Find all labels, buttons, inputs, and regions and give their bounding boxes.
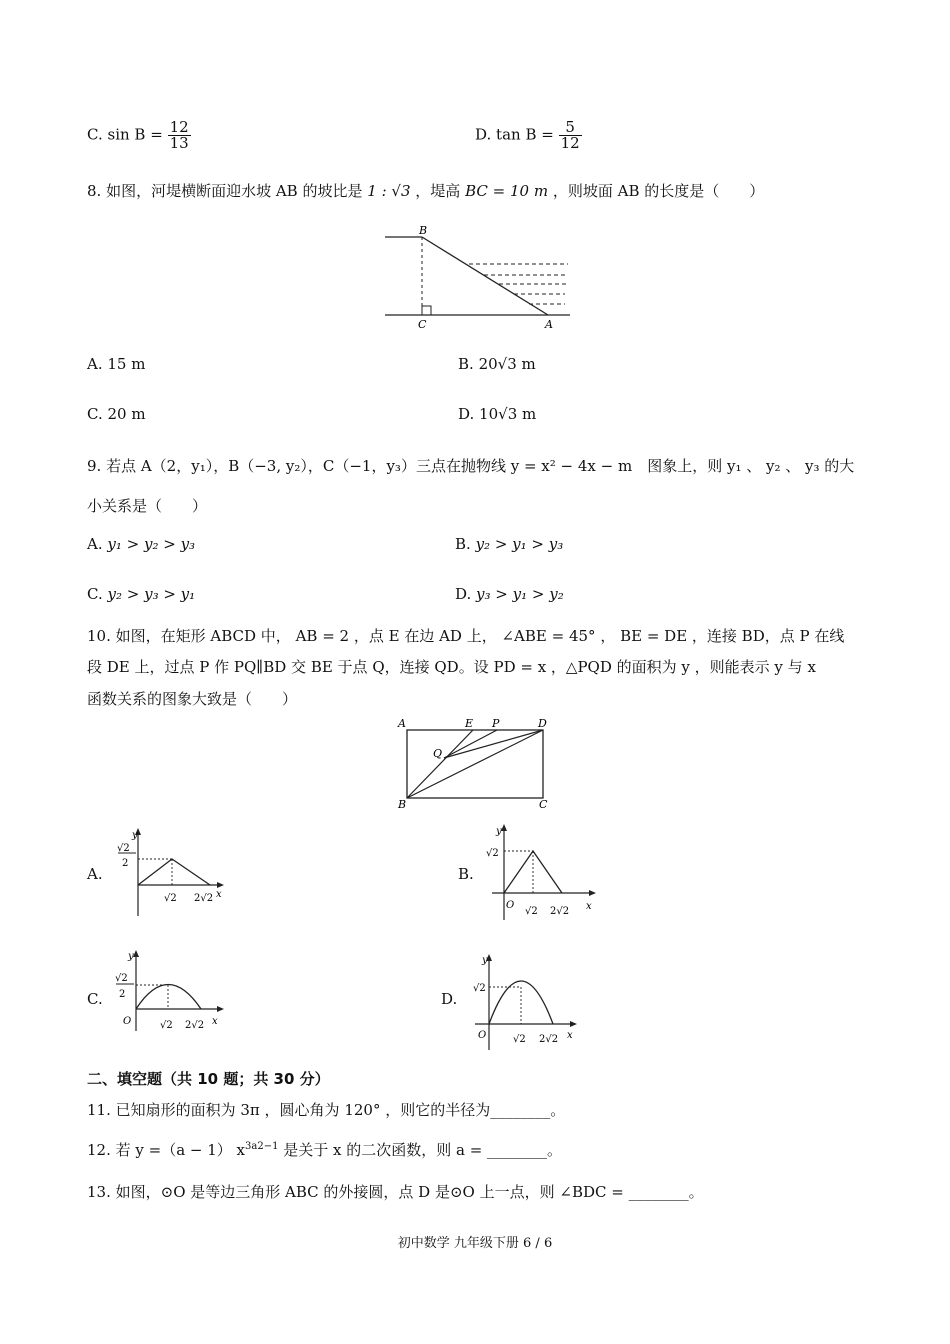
q9-option-c: C. y₂ > y₃ > y₁ bbox=[87, 585, 196, 603]
q9-stem-line1: 9. 若点 A（2，y₁），B（−3, y₂），C（−1，y₃）三点在抛物线 y = x² − 4x − m 图象上，则 y₁ 、 y₂ 、 y₃ 的大 bbox=[87, 457, 855, 475]
svg-text:x: x bbox=[586, 901, 592, 912]
q8-option-a: A. 15 m bbox=[87, 355, 146, 373]
q10-option-b-label: B. bbox=[458, 865, 474, 883]
svg-text:√2: √2 bbox=[486, 848, 499, 859]
svg-text:2: 2 bbox=[122, 858, 129, 869]
q9-stem-line2: 小关系是（ ） bbox=[87, 497, 208, 515]
q11-text: 11. 已知扇形的面积为 3π ，圆心角为 120° ，则它的半径为________。 bbox=[87, 1101, 566, 1119]
section-2-title: 二、填空题（共 10 题；共 30 分） bbox=[87, 1070, 330, 1088]
q8-label-c: C bbox=[418, 318, 427, 331]
q8-option-d: D. 10√3 m bbox=[458, 405, 537, 423]
svg-text:x: x bbox=[567, 1030, 573, 1041]
q12-text: 12. 若 y =（a − 1） $x^{3a2-1}$ 是关于 x 的二次函数，则 a = ________。 bbox=[87, 1141, 563, 1159]
q7-option-d: D. tan B = $\frac{5}{12}$ bbox=[475, 118, 580, 152]
page-footer: 初中数学 九年级下册 6 / 6 bbox=[397, 1236, 553, 1251]
q10-label-d: D bbox=[538, 717, 547, 730]
svg-text:√2: √2 bbox=[525, 906, 538, 917]
q10-label-c: C bbox=[539, 798, 548, 810]
q10-option-b-graph bbox=[480, 820, 605, 925]
svg-text:√2: √2 bbox=[473, 983, 486, 994]
q10-stem-line3: 函数关系的图象大致是（ ） bbox=[87, 690, 298, 708]
svg-text:O: O bbox=[506, 900, 515, 911]
q10-option-d-graph bbox=[465, 950, 585, 1055]
svg-text:x: x bbox=[216, 889, 222, 900]
q10-option-c-label: C. bbox=[87, 990, 103, 1008]
svg-text:√2: √2 bbox=[160, 1020, 173, 1031]
q10-option-d-label: D. bbox=[441, 990, 458, 1008]
svg-text:2: 2 bbox=[119, 989, 126, 1000]
svg-text:2√2: 2√2 bbox=[185, 1020, 205, 1031]
q13-text: 13. 如图，⊙O 是等边三角形 ABC 的外接圆，点 D 是⊙O 上一点，则 ∠BDC = ________。 bbox=[87, 1183, 704, 1201]
svg-text:√2: √2 bbox=[513, 1034, 526, 1045]
q8-dam-figure bbox=[380, 220, 580, 335]
svg-text:√2: √2 bbox=[117, 843, 130, 854]
q9-option-a: A. y₁ > y₂ > y₃ bbox=[87, 535, 196, 553]
svg-text:O: O bbox=[478, 1030, 487, 1041]
q7-option-c: C. sin B = $\frac{12}{13}$ bbox=[87, 118, 189, 152]
q10-label-e: E bbox=[465, 717, 474, 730]
q9-option-d: D. y₃ > y₁ > y₂ bbox=[455, 585, 564, 603]
q8-label-a: A bbox=[545, 318, 553, 331]
svg-text:2√2: 2√2 bbox=[550, 906, 570, 917]
svg-text:x: x bbox=[212, 1016, 218, 1027]
q10-label-q: Q bbox=[433, 747, 443, 760]
q10-label-b: B bbox=[398, 798, 407, 810]
q10-label-a: A bbox=[398, 717, 406, 730]
q10-stem-line1: 10. 如图，在矩形 ABCD 中， AB = 2 ，点 E 在边 AD 上， ∠ABE = 45° ， BE = DE ，连接 BD，点 P 在线 bbox=[87, 627, 845, 645]
svg-text:y: y bbox=[482, 955, 488, 966]
svg-text:√2: √2 bbox=[164, 893, 177, 904]
svg-text:y: y bbox=[132, 830, 138, 841]
q10-option-a-label: A. bbox=[87, 865, 103, 883]
svg-text:2√2: 2√2 bbox=[194, 893, 214, 904]
q8-stem: 8. 如图，河堤横断面迎水坡 AB 的坡比是 1 : √3 ，堤高 BC = 10 m ，则坡面 AB 的长度是（ ） bbox=[87, 182, 765, 200]
q10-stem-line2: 段 DE 上，过点 P 作 PQ∥BD 交 BE 于点 Q，连接 QD。设 PD = x ，△PQD 的面积为 y ，则能表示 y 与 x bbox=[87, 658, 816, 676]
svg-text:√2: √2 bbox=[115, 973, 128, 984]
svg-text:O: O bbox=[123, 1016, 132, 1027]
q10-option-c-graph bbox=[108, 946, 233, 1036]
svg-text:y: y bbox=[128, 951, 134, 962]
svg-text:y: y bbox=[496, 826, 502, 837]
q7-c-fraction: $\frac{12}{13}$ bbox=[169, 118, 189, 152]
q8-option-b: B. 20√3 m bbox=[458, 355, 536, 373]
q10-label-p: P bbox=[492, 717, 500, 730]
q10-rectangle-figure bbox=[395, 713, 560, 810]
q10-option-a-graph bbox=[108, 826, 233, 921]
q8-label-b: B bbox=[419, 224, 428, 237]
q7-d-fraction: $\frac{5}{12}$ bbox=[560, 118, 580, 152]
q9-option-b: B. y₂ > y₁ > y₃ bbox=[455, 535, 564, 553]
q8-option-c: C. 20 m bbox=[87, 405, 146, 423]
svg-text:2√2: 2√2 bbox=[539, 1034, 559, 1045]
